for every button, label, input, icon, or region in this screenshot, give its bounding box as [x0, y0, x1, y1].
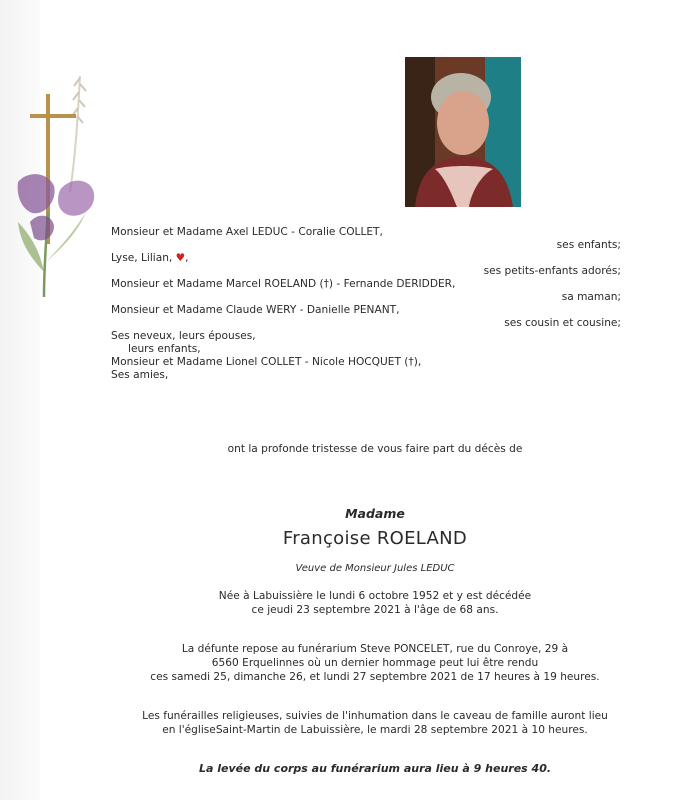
- family-row: [111, 304, 621, 317]
- family-row-text: leurs enfants,: [128, 343, 201, 355]
- family-row: [111, 317, 621, 330]
- birth-line: Née à Labuissière le lundi 6 octobre 1952 et y est décédée: [218, 590, 532, 602]
- family-row: [111, 278, 621, 291]
- family-row: [111, 291, 621, 304]
- deceased-name: Françoise ROELAND: [282, 528, 468, 549]
- repose-line: La défunte repose au funérarium Steve PONCELET, rue du Conroye, 29 à: [181, 643, 569, 655]
- family-row-text: Monsieur et Madame Marcel ROELAND (†) - Fernande DERIDDER,: [111, 278, 456, 290]
- family-row: Lyse, Lilian, ♥,: [111, 252, 189, 264]
- deceased-title: Madame: [345, 506, 405, 521]
- family-row: [111, 226, 621, 239]
- portrait-icon: [405, 57, 521, 207]
- heart-icon: ♥: [175, 252, 186, 264]
- repose-line: ces samedi 25, dimanche 26, et lundi 27 septembre 2021 de 17 heures à 19 heures.: [150, 671, 600, 683]
- family-row: [111, 265, 621, 278]
- family-row-text: Lyse, Lilian,: [111, 252, 176, 264]
- family-row-text: Monsieur et Madame Claude WERY - Danielle PENANT,: [111, 304, 400, 316]
- family-row: [111, 369, 621, 382]
- family-row: [111, 239, 621, 252]
- funeral-info: [100, 709, 650, 737]
- family-row-text: sa maman;: [561, 291, 621, 303]
- repose-info: [100, 642, 650, 684]
- family-row: [111, 330, 621, 343]
- family-row-text: ses petits-enfants adorés;: [483, 265, 621, 277]
- widow-of: Veuve de Monsieur Jules LEDUC: [295, 563, 455, 574]
- family-row-text: Ses neveux, leurs épouses,: [111, 330, 256, 342]
- family-row-text: Monsieur et Madame Axel LEDUC - Coralie COLLET,: [111, 226, 383, 238]
- family-row: [111, 356, 621, 369]
- family-row-text: Monsieur et Madame Lionel COLLET - Nicole HOCQUET (†),: [111, 356, 422, 368]
- death-line: ce jeudi 23 septembre 2021 à l'âge de 68 ans.: [251, 604, 499, 616]
- deceased-photo: [405, 57, 521, 207]
- family-row-text: Ses amies,: [111, 369, 169, 381]
- funeral-line: Les funérailles religieuses, suivies de l'inhumation dans le caveau de famille auront lieu: [142, 710, 608, 722]
- family-row-text: ses cousin et cousine;: [504, 317, 621, 329]
- funeral-line: en l'égliseSaint-Martin de Labuissière, le mardi 28 septembre 2021 à 10 heures.: [162, 724, 588, 736]
- cross-and-lily-icon: [8, 72, 118, 302]
- family-list: [111, 226, 621, 382]
- family-row: [111, 343, 621, 356]
- announcement-intro: ont la profonde tristesse de vous faire part du décès de: [227, 443, 523, 455]
- birth-death-info: [100, 589, 650, 617]
- family-row-text: ses enfants;: [556, 239, 621, 251]
- repose-line: 6560 Erquelinnes où un dernier hommage peut lui être rendu: [211, 657, 539, 669]
- body-removal-notice: La levée du corps au funérarium aura lieu à 9 heures 40.: [198, 762, 552, 775]
